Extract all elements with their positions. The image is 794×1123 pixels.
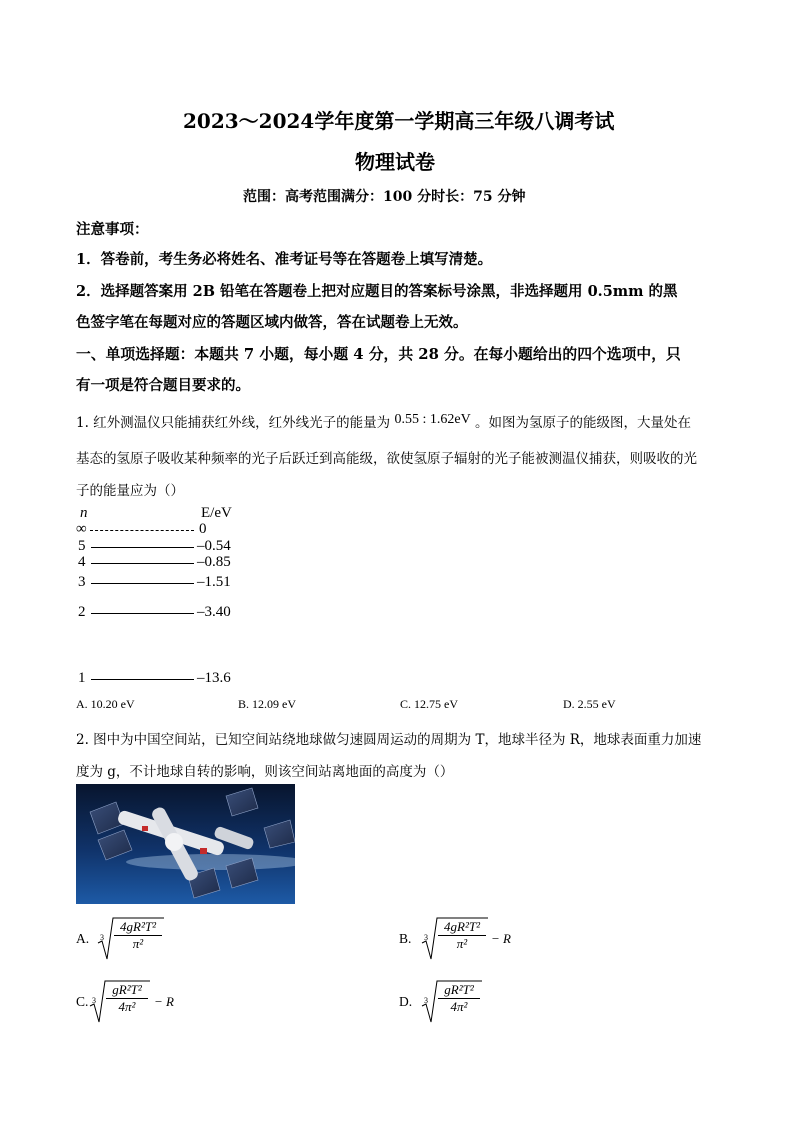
level-n-label: 4 — [78, 554, 86, 570]
fraction-numerator: gR²T² — [444, 982, 474, 997]
q1-text-b: 。如图为氢原子的能级图，大量处在 — [474, 415, 691, 431]
subject-title: 物理试卷 — [355, 150, 435, 174]
energy-axis-label: E/eV — [201, 505, 232, 521]
page-title: 2023～2024学年度第一学期高三年级八调考试 — [183, 109, 615, 133]
notice-item-2: 2．选择题答案用 2B 铅笔在答题卷上把对应题目的答案标号涂黑，非选择题用 0.5mm 的黑 — [76, 283, 678, 300]
root-index: 3 — [100, 933, 104, 942]
q1-option-d[interactable]: D. 2.55 eV — [563, 697, 616, 711]
notice-item-2-cont: 色签字笔在每题对应的答题区域内做答，答在试题卷上无效。 — [76, 314, 468, 331]
q1-option-a[interactable]: A. 10.20 eV — [76, 697, 135, 711]
fraction-numerator: 4gR²T² — [444, 919, 480, 934]
root-index: 3 — [424, 933, 428, 942]
level-line-infinity — [90, 530, 194, 531]
q2-option-d-label[interactable]: D. — [399, 994, 413, 1009]
level-energy: –1.51 — [197, 574, 231, 590]
section-heading-cont: 有一项是符合题目要求的。 — [76, 377, 250, 394]
fraction-numerator: gR²T² — [112, 982, 142, 997]
level-n-label: 2 — [78, 604, 86, 620]
level-n-label: ∞ — [76, 521, 87, 537]
q2-option-a[interactable] — [96, 915, 166, 961]
level-n-label: 3 — [78, 574, 86, 590]
q1-text-a: 1. 红外测温仪只能捕获红外线，红外线光子的能量为 — [76, 415, 391, 431]
root-index: 3 — [92, 996, 96, 1005]
level-energy: 0 — [199, 521, 207, 537]
q2-option-c-label[interactable]: C. — [76, 994, 89, 1009]
q1-text-line3: 子的能量应为（） — [76, 483, 184, 499]
space-station-image — [76, 784, 295, 904]
level-line-1 — [91, 679, 194, 680]
level-energy: –0.54 — [197, 538, 231, 554]
q2-option-b[interactable] — [420, 915, 520, 961]
q1-text-line2: 基态的氢原子吸收某种频率的光子后跃迁到高能级，欲使氢原子辐射的光子能被测温仪捕获，则吸收的光 — [76, 451, 697, 467]
level-energy: –0.85 — [197, 554, 231, 570]
level-energy: –13.6 — [197, 670, 231, 686]
level-line-2 — [91, 613, 194, 614]
level-n-label: 5 — [78, 538, 86, 554]
fraction-denominator: π² — [456, 936, 468, 951]
fraction-numerator: 4gR²T² — [120, 919, 156, 934]
fraction-denominator: 4π² — [118, 999, 136, 1014]
q2-text-line2: 度为 g，不计地球自转的影响，则该空间站离地面的高度为（） — [76, 764, 454, 780]
section-heading: 一、单项选择题：本题共 7 小题，每小题 4 分，共 28 分。在每小题给出的四个选项中，只 — [76, 346, 681, 363]
level-line-3 — [91, 583, 194, 584]
root-index: 3 — [424, 996, 428, 1005]
level-energy: –3.40 — [197, 604, 231, 620]
q1-energy-range: 0.55 : 1.62eV — [394, 412, 471, 427]
minus-r: − R — [154, 994, 174, 1009]
q2-text-line1: 2. 图中为中国空间站，已知空间站绕地球做匀速圆周运动的周期为 T，地球半径为 R，地球表面重力加速 — [76, 732, 702, 748]
fraction-denominator: π² — [132, 936, 144, 951]
n-axis-label: n — [80, 505, 88, 521]
level-line-5 — [91, 547, 194, 548]
level-line-4 — [91, 563, 194, 564]
notice-heading: 注意事项： — [76, 221, 149, 238]
exam-info: 范围：高考范围满分：100 分时长：75 分钟 — [243, 189, 526, 205]
q1-option-b[interactable]: B. 12.09 eV — [238, 697, 296, 711]
q2-option-a-label[interactable]: A. — [76, 931, 90, 946]
level-n-label: 1 — [78, 670, 86, 686]
q1-option-c[interactable]: C. 12.75 eV — [400, 697, 458, 711]
notice-item-1: 1．答卷前，考生务必将姓名、准考证号等在答题卷上填写清楚。 — [76, 251, 493, 268]
minus-r: − R — [491, 931, 511, 946]
q2-option-c[interactable] — [88, 978, 188, 1024]
q2-option-d[interactable] — [420, 978, 486, 1024]
q2-option-b-label[interactable]: B. — [399, 931, 412, 946]
fraction-denominator: 4π² — [450, 999, 468, 1014]
q1-text-line1 — [76, 411, 691, 432]
